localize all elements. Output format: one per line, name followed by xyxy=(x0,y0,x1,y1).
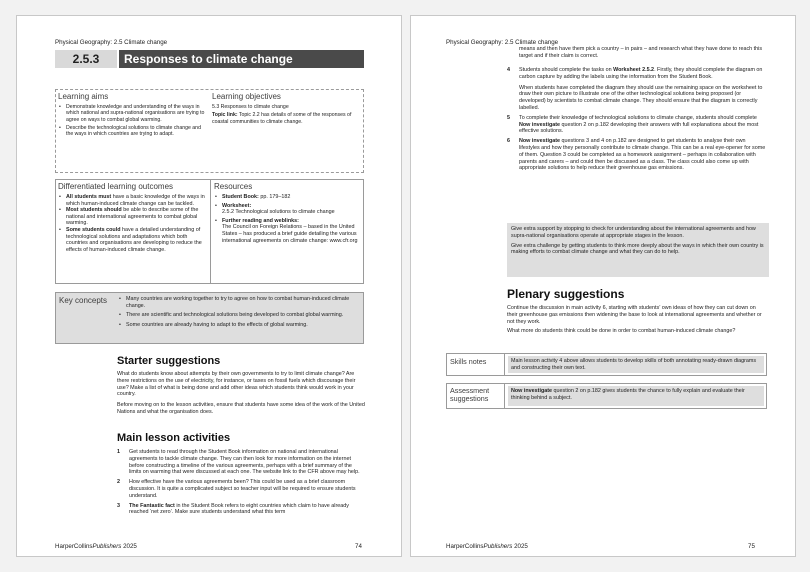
continued-text: means and then have them pick a country – in pairs – and research what they have done to reach this target and if their claim is correct. xyxy=(519,46,763,59)
section-number: 2.5.3 xyxy=(55,50,117,68)
lesson-activity: 1 Get students to read through the Student Book information on national and international agreements to tackle climate change. They can then look for more information on the internet before constructing a timeline of the various agreements, perhaps with a brief summary of the limits on warming that were discussed at each one. The website link to the CFR above may help. xyxy=(117,449,360,476)
differentiated-outcomes xyxy=(58,182,206,253)
extra-challenge: Give extra challenge by getting students to think more deeply about the ways in which their own country is making efforts to combat climate change and what they can do to help. xyxy=(511,242,764,256)
outcome-item: • All students must have a basic knowledge of the ways in which human-induced climate change can be tackled. xyxy=(58,194,206,207)
objective-item: 5.3 Responses to climate change xyxy=(212,104,289,110)
assessment-text: Now investigate question 2 on p.182 gives students the chance to fully explain and evaluate their thinking behind a subject. xyxy=(508,386,764,406)
outcomes-heading: Differentiated learning outcomes xyxy=(58,182,174,191)
aim-item: • Demonstrate knowledge and understanding of the ways in which national and supra-national organisations are trying to agree on ways to combat global warming. xyxy=(58,104,208,123)
plenary-text: Continue the discussion in main activity 6, starting with students’ own ideas of how they can cut down on their greenhouse gas emissions then widening the base to look at international agreements and whether or not they work. What more do students think could be done in order to combat human-induced climate change? xyxy=(507,305,762,335)
plenary-heading: Plenary suggestions xyxy=(507,287,625,301)
starter-text: What do students know about attempts by their own governments to try to limit climate change? Are there restrictions on the use of electricity, for instance, or taxes on fossil fuels which discourage their use? Make a list of what is being done and add other ideas which students think would work in your country. Before moving on to the lesson activities, ensure that students have some idea of the work of the United Nations and what the organisation does. xyxy=(117,371,365,415)
resource-further-reading: • Further reading and weblinks: The Council on Foreign Relations – based in the United States – has produced a brief guide detailing the various international agreements on climate change: www.cfr.org xyxy=(214,218,361,244)
learning-aims-heading: Learning aims xyxy=(58,92,109,101)
topic-link: Topic link: Topic 2.2 has details of some of the responses of coastal communities to climate change. xyxy=(212,112,352,125)
outcome-item: • Most students should be able to describe some of the national and international agreements to combat global warming. xyxy=(58,207,206,227)
resource-worksheet: • Worksheet: 2.5.2 Technological solutions to climate change xyxy=(214,203,361,216)
page-number: 74 xyxy=(355,543,362,550)
extra-support: Give extra support by stopping to check for understanding about the international agreements and how supra-national organisations operate at appropriate stages in the lesson. xyxy=(511,226,756,239)
resource-student-book: • Student Book: pp. 179–182 xyxy=(214,194,361,201)
key-concept-item: • Many countries are working together to try to agree on how to combat human-induced climate change. xyxy=(118,296,358,309)
lesson-activity: 6 Now investigate questions 3 and 4 on p.182 are designed to get students to analyse their own lifestyles and how they personally contribute to climate change. This can be a real eye-opener for some of them. Question 3 could be completed as a homework assignment – perhaps in collaboration with parents and carers – and could then be discussed as a class. The class could also come up with appropriate solutions to help reduce their greenhouse gas emissions. xyxy=(507,138,766,172)
outcome-item: • Some students could have a detailed understanding of technological solutions and adaptations which both countries and organisations are developing to reduce the effects of human-induced climate change. xyxy=(58,227,206,253)
page-title: Responses to climate change xyxy=(119,50,364,68)
key-concept-item: • Some countries are already having to adapt to the effects of global warming. xyxy=(118,322,358,329)
skills-notes-text: Main lesson activity 4 above allows students to develop skills of both annotating ready-drawn diagrams and constructing their own text. xyxy=(508,356,764,373)
aim-item: • Describe the technological solutions to climate change and the ways in which countries are trying to adapt. xyxy=(58,125,208,138)
key-concepts-heading: Key concepts xyxy=(59,296,108,305)
page-number: 75 xyxy=(748,543,755,550)
main-lesson-list xyxy=(117,449,365,516)
running-head: Physical Geography: 2.5 Climate change xyxy=(55,39,168,46)
lesson-activity: 3 The Fantastic fact in the Student Book refers to eight countries which claim to have already reached ‘net zero’. Make sure students understand what this term xyxy=(117,502,349,516)
footer-publisher: HarperCollinsPublishers 2025 xyxy=(55,543,137,550)
starter-heading: Starter suggestions xyxy=(117,355,221,367)
assessment-label: Assessment suggestions xyxy=(447,384,505,408)
outcomes-resources-box xyxy=(55,179,364,284)
key-concept-item: • There are scientific and technological solutions being developed to combat global warming. xyxy=(118,312,358,319)
learning-aims xyxy=(58,92,208,137)
skills-notes-box xyxy=(446,353,767,376)
skills-notes-label: Skills notes xyxy=(447,354,505,375)
main-lesson-list-cont xyxy=(507,67,767,172)
learning-objectives xyxy=(212,92,360,125)
aims-objectives-box xyxy=(55,89,364,173)
running-head: Physical Geography: 2.5 Climate change xyxy=(446,39,559,46)
learning-objectives-heading: Learning objectives xyxy=(212,92,281,101)
resources-heading: Resources xyxy=(214,182,253,191)
support-challenge-box xyxy=(507,223,769,277)
key-concepts-box xyxy=(55,292,364,344)
main-lesson-heading: Main lesson activities xyxy=(117,432,231,444)
left-page xyxy=(16,15,402,557)
lesson-activity: 4 Students should complete the tasks on Worksheet 2.5.2. Firstly, they should complete the diagram on carbon capture by adding the labels using the information from the Student Book. When students have completed the diagram they should use the remaining space on the worksheet to draw their own picture to illustrate one of the other technological solutions being proposed (or developed) by scientists to combat climate change. They should ensure that the diagram is correctly labelled. xyxy=(507,67,763,111)
resources xyxy=(214,182,361,244)
right-page xyxy=(410,15,796,557)
footer-publisher: HarperCollinsPublishers 2025 xyxy=(446,543,528,550)
lesson-activity: 2 How effective have the various agreements been? This could be used as a brief classroom discussion. It is quite a complicated subject so teacher input will be required to ensure students understand. xyxy=(117,479,356,499)
assessment-box xyxy=(446,383,767,409)
lesson-activity: 5 To complete their knowledge of technological solutions to climate change, students should complete Now investigate question 2 on p.182 developing their answers with full explanations about the most effective solutions. xyxy=(507,114,759,135)
